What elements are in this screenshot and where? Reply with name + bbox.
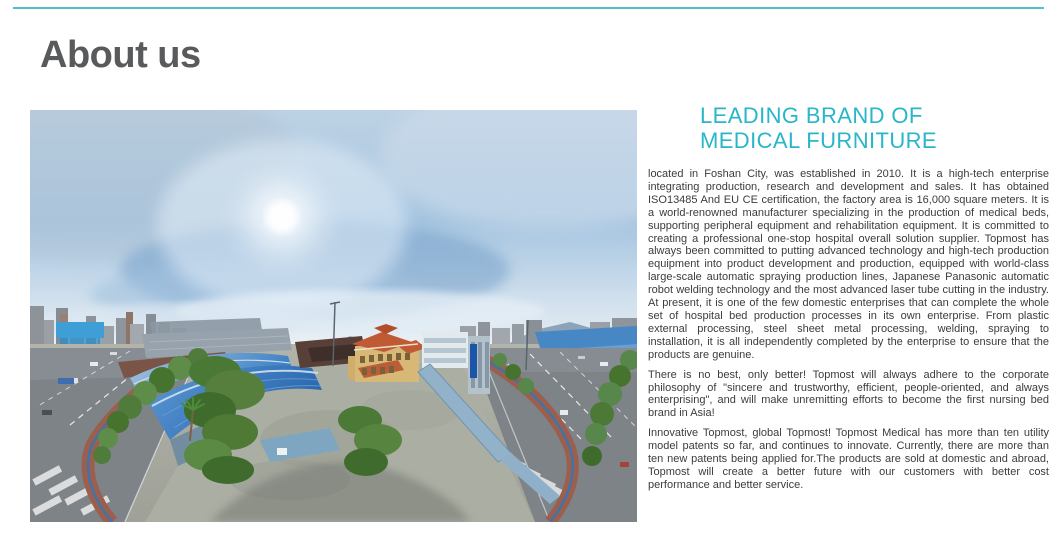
- about-paragraph-2: There is no best, only better! Topmost will always adhere to the corporate philosophy of "sincere and trustworthy, efficient, people-oriented, and always enterprising", and will make unremitting efforts to become the first nursing bed brand in Asia!: [648, 368, 1049, 420]
- factory-panorama-photo: [30, 110, 637, 522]
- section-headline: [648, 103, 1049, 153]
- white-building: [422, 332, 468, 368]
- about-paragraph-1: located in Foshan City, was established in 2010. It is a high-tech enterprise integrating production, research and development and sales. It has obtained ISO13485 And EU CE certification, the factory area is 16,000 square meters. It is a world-renowned manufacturer specializing in the production of medical beds, supporting peripheral equipment and rehabilitation equipment. It is committed to creating a professional one-stop hospital overall solution supplier. Topmost has always been committed to putting advanced technology and high-tech production equipment into product development and production, equipped with world-class large-scale automatic spraying production lines, Japanese Panasonic automatic robot welding technology and the most advanced laser tube cutting in the industry. At present, it is one of the few domestic enterprises that can complete the whole set of hospital bed production processes in its own enterprise. From plastic external processing, steel sheet metal processing, welding, spraying to installation, it is all independently completed by the enterprise to ensure that the products are genuine.: [648, 168, 1049, 361]
- tall-building: [468, 336, 490, 394]
- headline-line-1: LEADING BRAND OF: [700, 103, 923, 128]
- about-paragraph-3: Innovative Topmost, global Topmost! Topmost Medical has more than ten utility model patents so far, and continues to innovate. Currently, there are more than ten new patents being applied for.The products are sold at domestic and abroad, Topmost will create a better future with our customers with better cost performance and better service.: [648, 427, 1049, 491]
- about-text-column: [648, 103, 1049, 499]
- sun-glow: [157, 140, 407, 310]
- truck: [58, 378, 74, 384]
- factory-panorama-illustration: [30, 110, 637, 522]
- top-divider: [13, 7, 1044, 9]
- page-title: About us: [40, 34, 201, 76]
- van: [277, 448, 287, 455]
- headline-line-2: MEDICAL FURNITURE: [700, 128, 937, 153]
